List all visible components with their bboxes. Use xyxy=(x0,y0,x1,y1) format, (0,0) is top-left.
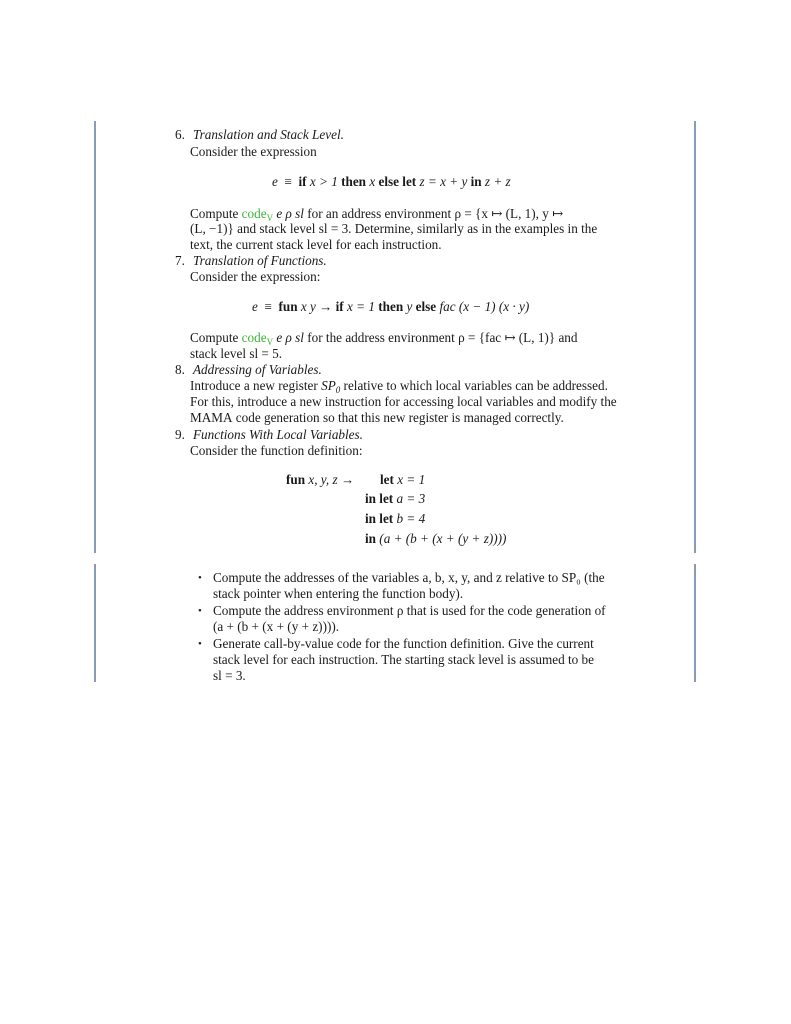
bullet-3-line2: stack level for each instruction. The starting stack level is assumed to be xyxy=(213,652,594,667)
bullet-marker: • xyxy=(198,605,202,617)
bullet-1-line1: Compute the addresses of the variables a, b, x, y, and z relative to SP₀ (the xyxy=(213,570,605,585)
bullet-1-line2: stack pointer when entering the function body). xyxy=(213,586,464,601)
definition-line3: in let b = 4 xyxy=(365,511,426,526)
exercise-9-number: 9. xyxy=(175,427,185,442)
definition-line2: in let a = 3 xyxy=(365,491,426,506)
exercise-8-number: 8. xyxy=(175,362,185,377)
exercise-7-intro: Consider the expression: xyxy=(190,269,321,284)
exercise-7-title: Translation of Functions. xyxy=(193,253,327,268)
exercise-6-intro: Consider the expression xyxy=(190,144,317,159)
code-function-name: code$_V$ xyxy=(241,206,274,223)
definition-line4: in (a + (b + (x + (y + z)))) xyxy=(365,531,507,546)
definition-header: fun x, y, z → xyxy=(286,472,355,487)
mama-name: MAMA xyxy=(190,410,233,425)
right-margin-bar-bottom xyxy=(694,564,696,682)
exercise-6-equation: e ≡ if x > 1 then x else let z = x + y in z + z xyxy=(272,174,511,189)
right-margin-bar-top xyxy=(694,121,696,553)
bullet-marker: • xyxy=(198,638,202,650)
definition-line1: let x = 1 xyxy=(380,472,426,487)
exercise-6-title: Translation and Stack Level. xyxy=(193,127,344,142)
bullet-marker: • xyxy=(198,572,202,584)
exercise-6-compute-line2: (L, −1)} and stack level sl = 3. Determine, similarly as in the examples in the xyxy=(190,221,598,236)
bullet-2-line1: Compute the address environment ρ that is used for the code generation of xyxy=(213,603,606,618)
exercise-6-number: 6. xyxy=(175,127,185,142)
exercise-9-intro: Consider the function definition: xyxy=(190,443,363,458)
exercise-6-compute-line3: text, the current stack level for each instruction. xyxy=(190,237,442,252)
code-function-name: code$_V$ xyxy=(241,330,274,347)
exercise-8-line2: For this, introduce a new instruction for accessing local variables and modify the xyxy=(190,394,617,409)
exercise-9-title: Functions With Local Variables. xyxy=(193,427,363,442)
exercise-7-compute-line2: stack level sl = 5. xyxy=(190,346,283,361)
exercise-8-title: Addressing of Variables. xyxy=(193,362,322,377)
bullet-3-line3: sl = 3. xyxy=(213,668,246,683)
exercise-6-compute-line1: Compute code$_V$ e ρ sl for an address environment ρ = {x ↦ (L, 1), y ↦ xyxy=(190,206,564,223)
bullet-2-line2: (a + (b + (x + (y + z)))). xyxy=(213,619,340,634)
register-sp0: $SP_0$ xyxy=(321,378,341,395)
exercise-7-number: 7. xyxy=(175,253,185,268)
exercise-8-line1: Introduce a new register $SP_0$ relative to which local variables can be addressed. xyxy=(190,378,608,395)
exercise-8-line3: MAMA code generation so that this new register is managed correctly. xyxy=(190,410,564,425)
left-margin-bar-top xyxy=(94,121,96,553)
bullet-3-line1: Generate call-by-value code for the function definition. Give the current xyxy=(213,636,594,651)
exercise-7-compute-line1: Compute code$_V$ e ρ sl for the address environment ρ = {fac ↦ (L, 1)} and xyxy=(190,330,578,347)
exercise-7-equation: e ≡ fun x y → if x = 1 then y else fac (x − 1) (x · y) xyxy=(252,299,530,314)
left-margin-bar-bottom xyxy=(94,564,96,682)
